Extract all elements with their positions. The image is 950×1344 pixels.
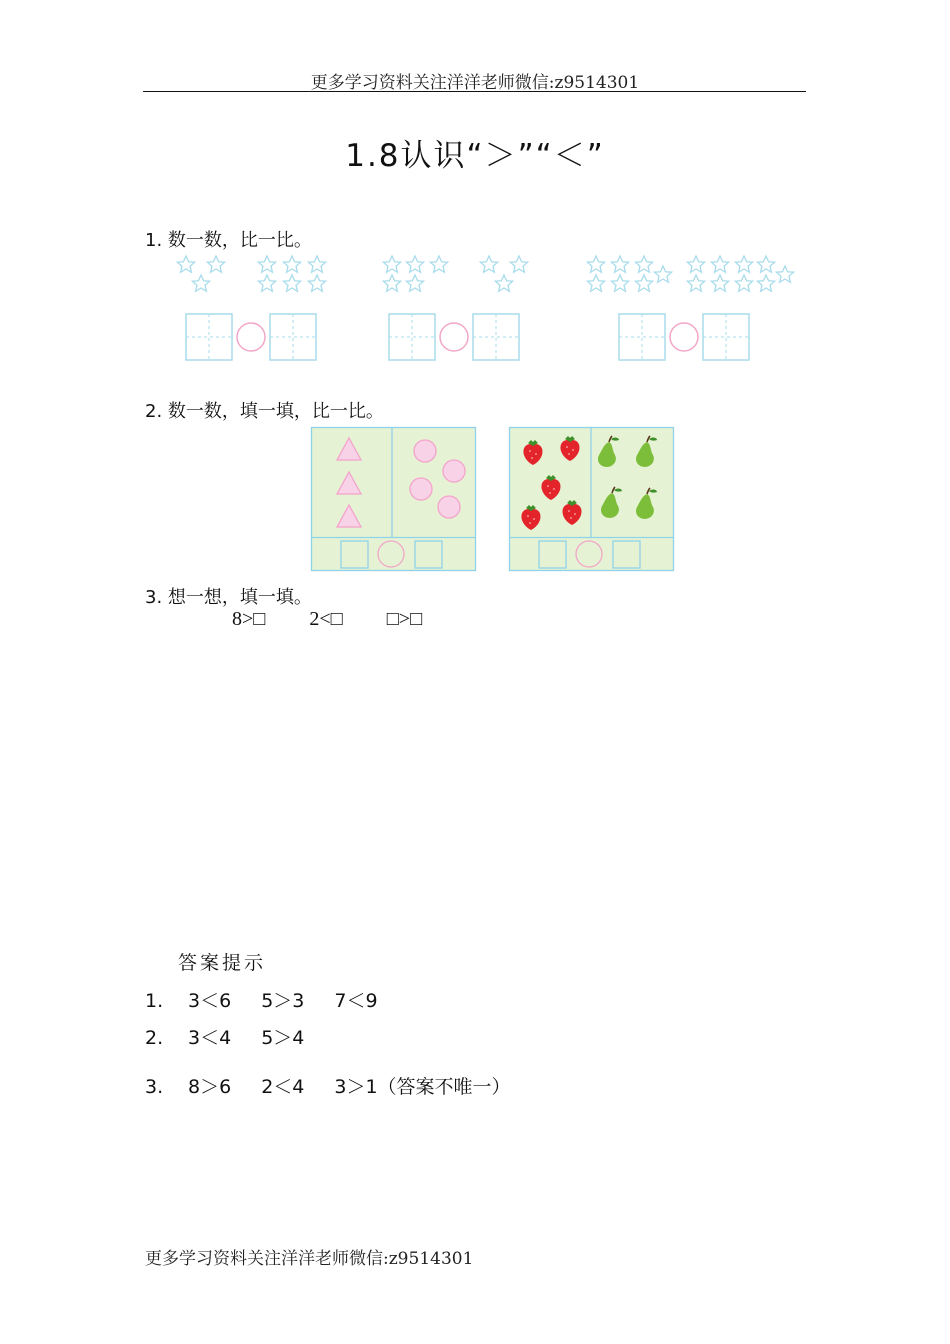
answer-row xyxy=(145,986,408,1013)
fill-item[interactable]: 2<□ xyxy=(309,608,343,630)
fill-item[interactable]: 8>□ xyxy=(232,608,266,630)
fill-item[interactable]: □>□ xyxy=(386,608,423,630)
page-title: 1.8认识“＞”“＜” xyxy=(345,138,605,174)
answer-item: 8＞6 xyxy=(188,1076,232,1098)
page-header: 更多学习资料关注洋洋老师微信:z9514301 xyxy=(310,73,640,93)
answer-item: 3＜6 xyxy=(188,990,232,1012)
answer-number: 2. xyxy=(145,1027,164,1049)
answers-heading: 答案提示 xyxy=(178,952,267,974)
answer-number: 1. xyxy=(145,990,164,1012)
question-3-label: 3. 想一想，填一填。 xyxy=(145,587,312,608)
question-1-label: 1. 数一数，比一比。 xyxy=(145,230,312,251)
answer-item: 5＞3 xyxy=(261,990,305,1012)
page-footer: 更多学习资料关注洋洋老师微信:z9514301 xyxy=(145,1249,474,1269)
fruit-panel xyxy=(509,427,674,571)
answer-number: 3. xyxy=(145,1076,164,1098)
answer-item: 7＜9 xyxy=(334,990,378,1012)
answer-row xyxy=(145,1023,334,1050)
answer-item: 3＞1（答案不唯一） xyxy=(334,1076,511,1098)
shapes-panel xyxy=(311,427,476,571)
answer-row xyxy=(145,1072,541,1099)
answer-item: 5＞4 xyxy=(261,1027,305,1049)
answer-item: 2＜4 xyxy=(261,1076,305,1098)
question-2-figure xyxy=(0,0,950,600)
answer-item: 3＜4 xyxy=(188,1027,232,1049)
question-3-items xyxy=(232,608,466,631)
question-2-label: 2. 数一数，填一填，比一比。 xyxy=(145,401,384,422)
